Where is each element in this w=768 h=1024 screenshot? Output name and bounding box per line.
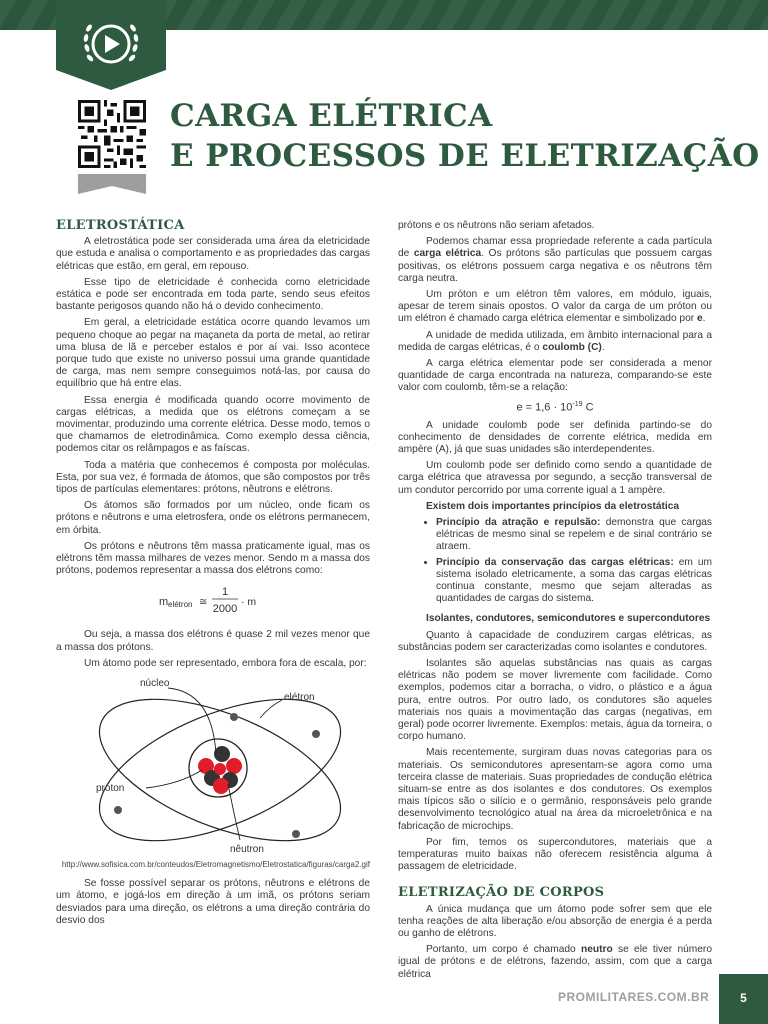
paragraph: Um coulomb pode ser definido como sendo a quantidade de carga elétrica que atravessa por segundo, a secção transversal de um condutor percorrido por uma corrente igual a 1 ampère. bbox=[398, 460, 712, 496]
paragraph: prótons e os nêutrons não seriam afetados. bbox=[398, 220, 595, 231]
play-badge-icon bbox=[56, 0, 166, 90]
principles-title: Existem dois importantes princípios da eletrostática bbox=[426, 500, 680, 512]
section-heading-eletrostatica: ELETROSTÁTICA bbox=[56, 218, 185, 233]
paragraph: Quanto à capacidade de conduzirem cargas elétricas, as substâncias podem ser caracterizadas como isolantes e condutores. bbox=[398, 629, 712, 653]
bold-term: carga elétrica bbox=[413, 248, 482, 260]
paragraph: Toda a matéria que conhecemos é composta por moléculas. Esta, por sua vez, é formada de átomos, que são compostos por três tipos de partículas elementares: prótons, nêutrons e elétrons. bbox=[56, 459, 370, 496]
mass-formula-graphic bbox=[133, 583, 293, 619]
label-nucleo: núcleo bbox=[140, 678, 170, 690]
proton-particle bbox=[226, 758, 242, 774]
list-item: • Princípio da atração e repulsão: demonstra que cargas elétricas de mesmo sinal se repelem e de sinal contrário se atraem. bbox=[436, 517, 712, 554]
bold-term: coulomb (C) bbox=[542, 341, 602, 353]
charge-equation: $e = 1,6 \cdot 10^{-19}$ C bbox=[516, 400, 594, 414]
principles-list bbox=[398, 517, 712, 605]
atom-diagram bbox=[84, 674, 354, 854]
page-number-box bbox=[719, 974, 768, 1024]
paragraph: Portanto, um corpo é chamado neutro se ele tiver número igual de prótons e de elétrons, fazendo, assim, com que a carga elétrica bbox=[398, 944, 712, 980]
formula-subscript: elétron bbox=[168, 600, 193, 610]
list-item: • Princípio da conservação das cargas elétricas: em um sistema isolado eletricamente, a soma das cargas elétricas continua constante, mesmo que sejam alteradas as quantidades de cargas do sistema. bbox=[436, 557, 712, 606]
electron-particle bbox=[312, 730, 320, 738]
page-title-line1: CARGA ELÉTRICA bbox=[170, 98, 493, 134]
paragraph: A unidade de medida utilizada, em âmbito internacional para a medida de cargas elétricas, é o coulomb (C). bbox=[398, 329, 712, 353]
electron-particle bbox=[230, 713, 238, 721]
bold-term: neutro bbox=[581, 944, 613, 956]
right-column bbox=[398, 220, 712, 985]
proton-particle bbox=[213, 778, 229, 794]
paragraph: Por fim, temos os supercondutores, materiais que a temperaturas muito baixas não oferecem resistência alguma à passagem de eletricidade. bbox=[398, 836, 712, 873]
paragraph: Podemos chamar essa propriedade referente a cada partícula de carga elétrica. Os prótons são partículas que possuem cargas positivas, os elétrons possuem carga negativa e os nêutrons têm carga neutra. bbox=[398, 236, 712, 284]
paragraph: Os átomos são formados por um núcleo, onde ficam os prótons e nêutrons e uma eletrosfera, onde os elétrons permanecem, em órbita. bbox=[56, 500, 370, 536]
paragraph: Se fosse possível separar os prótons, nêutrons e elétrons de um átomo, e jogá-los em direção à um imã, os prótons seriam desviados para uma direção, os elétrons a uma direção contrária do desvio dos bbox=[56, 878, 370, 926]
left-column bbox=[56, 220, 370, 931]
formula-m: m bbox=[159, 596, 169, 609]
label-eletron: elétron bbox=[284, 692, 315, 704]
electron-particle bbox=[292, 830, 300, 838]
neutron-particle bbox=[214, 746, 230, 762]
paragraph: A eletrostática pode ser considerada uma área da eletricidade que estuda e analisa o comportamento e as propriedades das cargas elétricas que estão, em geral, em repouso. bbox=[56, 236, 370, 272]
formula-denominator: 2000 bbox=[212, 603, 238, 616]
paragraph: Os prótons e nêutrons têm massa praticamente igual, mas os elétrons têm massa milhares de vezes menor. Sendo m a massa dos prótons, podemos representar a massa dos elétrons como: bbox=[56, 540, 370, 577]
subheading-materials: Isolantes, condutores, semicondutores e supercondutores bbox=[426, 613, 711, 625]
paragraph: Essa energia é modificada quando ocorre movimento de cargas elétricas, a medida que os elétrons começam a se movimentar, produzindo uma corrente elétrica. Desse modo, temos o que chamamos de eletrodinâmica. Como exemplo dessa ciência, podemos citar os relâmpagos e as faíscas. bbox=[56, 394, 370, 455]
page-title-line2: E PROCESSOS DE ELETRIZAÇÃO bbox=[170, 138, 760, 174]
mass-formula bbox=[56, 583, 370, 619]
paragraph: Um próton e um elétron têm valores, em módulo, iguais, apesar de terem sinais opostos. O valor da carga de um próton ou um elétron é chamado carga elétrica elementar e simbolizado por e. bbox=[398, 289, 712, 325]
label-proton: próton bbox=[96, 783, 125, 795]
section-heading-eletrizacao: ELETRIZAÇÃO DE CORPOS bbox=[398, 885, 605, 901]
paragraph: Um átomo pode ser representado, embora fora de escala, por: bbox=[84, 657, 367, 669]
paragraph: Mais recentemente, surgiram duas novas categorias para os materiais. Os semicondutores apresentam-se agora como uma terceira classe de materiais. Suas propriedades de condução elétrica situam-se entre as dos isolantes e dos condutores. Os exemplos mais típicos são o silício e o germânio, responsáveis pelo grande desenvolvimento tecnológico atual na área da microeletrônica e na fabricação de microchips. bbox=[398, 747, 712, 832]
footer-site[interactable]: PROMILITARES.COM.BR bbox=[558, 990, 710, 1004]
label-neutron: nêutron bbox=[230, 844, 264, 855]
page-title bbox=[170, 96, 760, 176]
paragraph: Isolantes são aquelas substâncias nas quais as cargas elétricas não podem se mover livremente com facilidade. Como exemplos, podemos citar a borracha, o vidro, o plástico e a água pura, entre outros. Por outro lado, os condutores são aqueles materiais nos quais a movimentação das cargas (negativas, em geral) pode ocorrer livremente. Exemplos: metais, água da torneira, o corpo humano. bbox=[398, 657, 712, 743]
electron-pointer bbox=[260, 700, 282, 718]
paragraph: A carga elétrica elementar pode ser considerada a menor quantidade de carga encontrada na natureza, comparando-se este valor com coulomb, têm-se a relação: bbox=[398, 358, 712, 394]
paragraph: Esse tipo de eletricidade é conhecida como eletricidade estática e pode ser encontrada em toda parte, sendo seus efeitos bastante perigosos quando não há o devido conhecimento. bbox=[56, 276, 370, 313]
formula-numerator: 1 bbox=[221, 586, 229, 599]
qr-tab-icon bbox=[78, 174, 146, 194]
page-number: 5 bbox=[740, 991, 747, 1005]
paragraph: Em geral, a eletricidade estática ocorre quando levamos um pequeno choque ao pegar na maçaneta da porta de metal, ao retirar uma blusa de lã e perceber estalos e por aí vai. Isso acontece porque tudo que existe no universo possui uma grande quantidade de carga, mas nem sempre conseguimos notá-las, por causa do equilíbrio que há entre elas. bbox=[56, 317, 370, 390]
formula-tail: · m bbox=[241, 596, 257, 609]
paragraph: A única mudança que um átomo pode sofrer sem que ele tenha reações de alta liberação e/ou absorção de energia é a perda ou ganho de elétrons. bbox=[398, 903, 712, 940]
figure-caption[interactable]: http://www.sofisica.com.br/conteudos/Eletromagnetismo/Eletrostatica/figuras/carga2.gif bbox=[61, 860, 370, 870]
paragraph: Ou seja, a massa dos elétrons é quase 2 mil vezes menor que a massa dos prótons. bbox=[56, 629, 370, 653]
proton-particle bbox=[214, 763, 226, 775]
qr-code-icon[interactable] bbox=[78, 100, 146, 168]
bold-term: e bbox=[697, 313, 703, 325]
formula-approx: ≅ bbox=[199, 597, 208, 609]
electron-particle bbox=[114, 806, 122, 814]
paragraph: A unidade coulomb pode ser definida partindo-se do conhecimento de densidades de corrente elétrica, medida em ampère (A), já que suas unidades são interdependentes. bbox=[398, 419, 712, 455]
